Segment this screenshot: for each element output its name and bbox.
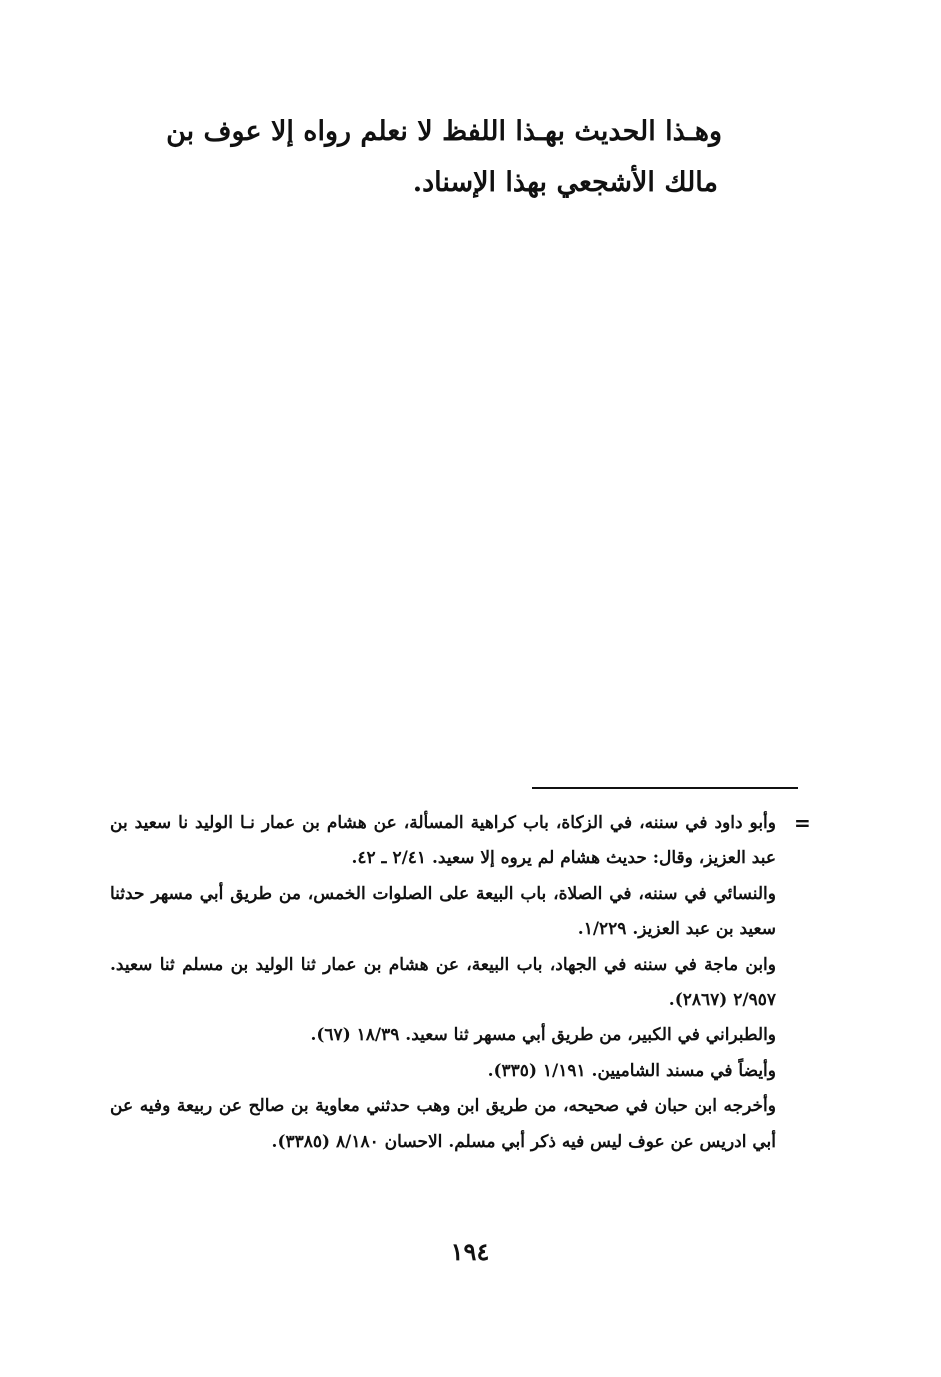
footnote-ibn-hibban: وأخرجه ابن حبان في صحيحه، من طريق ابن وهب حدثني معاوية بن صالح عن ربيعة وفيه عن أبي ادريس عن عوف ليس فيه ذكر أبي مسلم. الاحسان ٨/١٨٠ (٣٣٨٥). — [110, 1096, 776, 1152]
footnote-musnad-shamiyyin: وأيضاً في مسند الشاميين. ١/١٩١ (٣٣٥). — [487, 1060, 776, 1081]
footnote-tabarani-kabir: والطبراني في الكبير، من طريق أبي مسهر ثنا سعيد. ١٨/٣٩ (٦٧). — [310, 1025, 776, 1046]
footnote-nasai: والنسائي في سننه، في الصلاة، باب البيعة على الصلوات الخمس، من طريق أبي مسهر حدثنا سعيد بن عبد العزيز. ١/٢٢٩. — [110, 883, 776, 940]
main-text-line-1: وهـذا الحديث بهـذا اللفظ لا نعلم رواه إلا عوف بن — [166, 116, 722, 147]
footnote-abu-dawud: وأبو داود في سننه، في الزكاة، باب كراهية المسألة، عن هشام بن عمار نـا الوليد نا سعيد بن عبد العزيز، وقال: حديث هشام لم يروه إلا سعيد. ٢/٤١ ـ ٤٢. — [110, 813, 776, 869]
main-text-block — [108, 106, 722, 208]
footnotes-block — [110, 806, 776, 1160]
footnote-ibn-majah: وابن ماجة في سننه في الجهاد، باب البيعة، عن هشام بن عمار ثنا الوليد بن مسلم ثنا سعيد. ٢/٩٥٧ (٢٨٦٧). — [110, 954, 776, 1011]
page-number: ١٩٤ — [450, 1237, 490, 1266]
footnote-separator — [532, 787, 798, 789]
footnote-continuation-mark: = — [794, 811, 811, 835]
main-text-line-2: مالك الأشجعي بهذا الإسناد. — [412, 167, 718, 198]
